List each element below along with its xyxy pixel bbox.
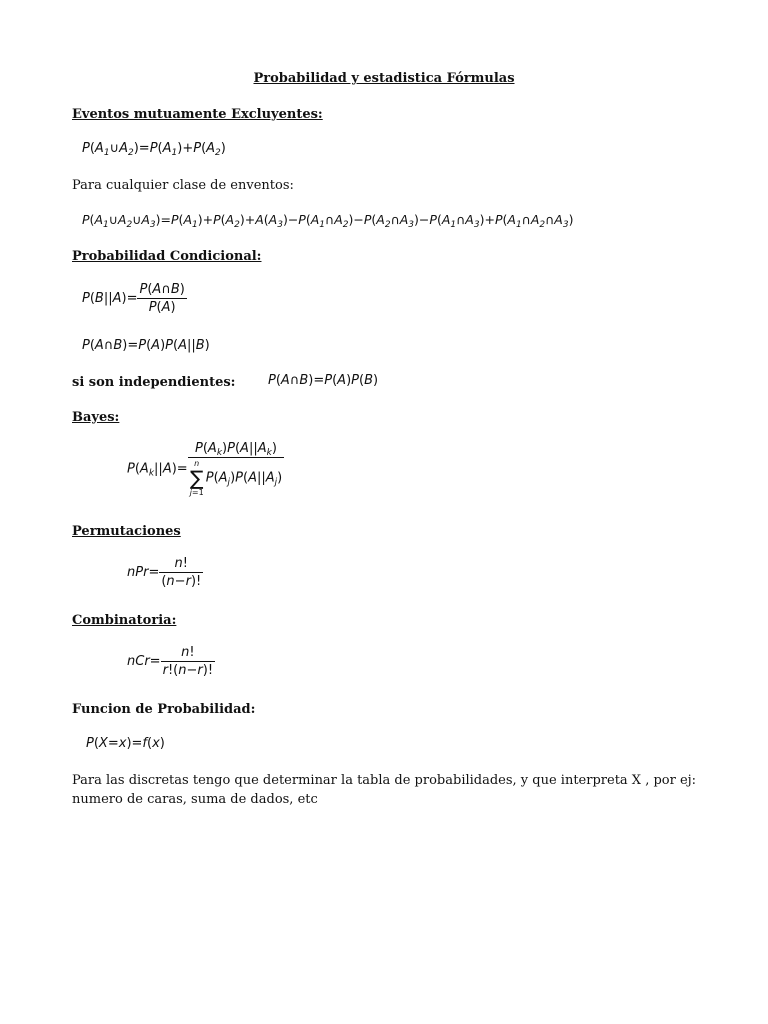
formula-independent: P(A∩B)=P(A)P(B) — [268, 373, 379, 388]
formula-bayes: $P(A_k||A)=$ $P(A_k)P(A||A_k)$ n ∑ j=1 $P(A_j)P(A||A_j)$ — [127, 441, 283, 497]
heading-mutually-exclusive: Eventos mutuamente Excluyentes: — [72, 107, 323, 122]
heading-bayes: Bayes: — [72, 410, 120, 425]
label-independent: si son independientes: — [72, 375, 236, 390]
formula-intersection: P(A∩B)=P(A)P(A||B) — [82, 338, 210, 353]
heading-probability-function: Funcion de Probabilidad: — [72, 702, 256, 717]
formula-union-three: $P(A_1\cup A_2\cup A_3)=P(A_1)+P(A_2)+A(A_3)-P(A_1\cap A_2)-P(A_2\cap A_3)-P(A_1\cap A_3)+P(A_1\cap A_2\cap A_3)$ — [82, 212, 574, 230]
formula-union-exclusive: $P(A_1\cup A_2)=P(A_1)+P(A_2)$ — [82, 141, 226, 158]
heading-combinations: Combinatoria: — [72, 613, 177, 628]
closing-paragraph: Para las discretas tengo que determinar la tabla de probabilidades, y que interpreta X , por ej: numero de caras, suma de dados, etc — [72, 773, 697, 807]
document-title: Probabilidad y estadistica Fórmulas — [253, 71, 515, 86]
heading-permutations: Permutaciones — [72, 524, 181, 539]
formula-conditional: P(B||A)= $\frac{P(A\cap B)}{P(A)}$ — [82, 282, 185, 315]
text-any-class: Para cualquier clase de enventos: — [72, 178, 294, 193]
formula-combinations: nCr= $\frac{n!}{r!(n-r)!}$ — [127, 645, 214, 678]
formula-permutations: nPr= $\frac{n!}{(n-r)!}$ — [127, 556, 202, 589]
heading-conditional: Probabilidad Condicional: — [72, 249, 262, 264]
formula-probability-function: P(X=x)=f(x) — [86, 736, 165, 751]
